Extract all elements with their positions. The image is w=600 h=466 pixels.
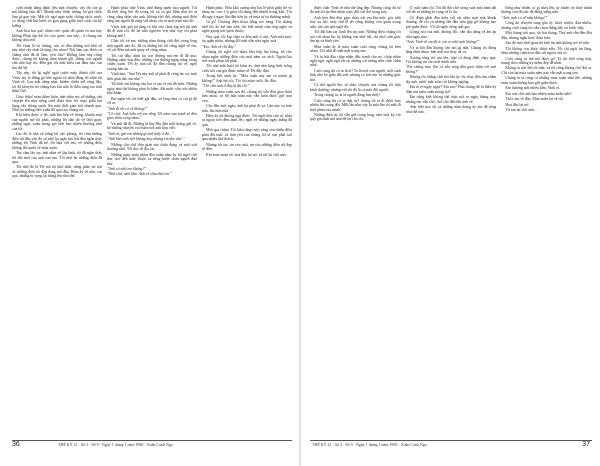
paragraph: Công dù chuyện sang gấu ấy, khóc nhiều, đau nhiều, nhưng cuối cùng tôi vẫn chọn đứng dậy và bước tiếp. [501, 21, 593, 30]
paragraph: "Có chứ. Anh hứa với em rằng Tết năm sau mình sẽ đón giao thừa cùng nhau." [107, 111, 197, 121]
paragraph: Em nghe rồi chỉ biết gật đầu, và lòng như có cái gì đó vỡ ra. [107, 96, 197, 106]
paragraph: Cho đến một ngày, anh lại phải đi xa. Lần này xa hơn nữa, lâu hơn nữa. [202, 104, 292, 113]
paragraph: Tôi nhớ đó là Tết mà tôi nhớ nhất, tiếng pháo nổ rộn rã, những điều tốt đẹp đang mở đầu. Hôm ấy về nhà, vui quá, những hi vọng lại bừng lên như thế. [12, 165, 102, 179]
paragraph: Tôi không còn khóc được nữa. Tôi chỉ ngồi im lặng, nhìn những cánh hoa đào rơi ngoài cửa sổ. [501, 46, 593, 56]
paragraph: Hoa đào lại nở. [505, 102, 530, 107]
paragraph: Chúng tôi ngồi với nhau bên bếp lửa hồng, kể cho nhau nghe những điều của một năm xa cách. Ngoài kia trời mưa phùn lất phất. [202, 50, 292, 63]
paragraph: Mùa xuân ấy là mùa xuân cuối cùng chúng tôi bên nhau. Tôi nhớ đó mãi mãi trong tim. [310, 44, 401, 54]
paragraph: Em tỏ rõ ngày ngày? Em sao? Phải chăng đó là điều kỳ diệu mà mùa xuân mang lại? [405, 85, 497, 94]
right-column-3 [501, 6, 592, 434]
paragraph: Và ta bắt đầu không cần hỏi gì nữa. Chúng tôi đứng lặng nhìn nhau, ánh mắt nói thay tất cả. [405, 45, 497, 55]
paragraph: Sau đó một thời gian tôi biết tin anh không trở về nữa. [505, 41, 590, 46]
paragraph: Cuối cùng có thể nói được gì? Ta chỉ biết sống tiếp, mang theo những kỷ niệm đẹp đẽ nhất. [501, 56, 593, 65]
paragraph: Em còn chờ anh bao nhiêu mùa xuân nữa? [505, 91, 572, 96]
paragraph: Em thương anh nhiều lắm, Vinh ơi. [505, 86, 561, 91]
paragraph: Cuối cùng thì có ta là ai? Ta là một con người, một sinh linh nhỏ bé giữa đất trời, nhưng có trái tim và những giấc mơ. [310, 68, 401, 82]
paragraph: Tay cầm lấy tay, ánh nhìn về lấp lánh, tôi đã nghe thấy lời đôi môi của anh run run. Tôi nhớ lại những điều đã qua. [12, 151, 102, 164]
paragraph: Giao thừa! ném thầm luôn, ánh nhìn rực rỡ những câu chuyện lên như tiếng cười đuổi theo tôi chạy giữa hai hàng cây thông xanh, lên mấy thời gian trôi nhanh qua. Nhớ lại những thời xuân đã qua của chúng tôi. [12, 94, 102, 112]
paragraph: Khi mùa xuân về, hoa đào lại nở, và tôi lại chờ anh. [206, 152, 287, 157]
paragraph: "Em chẳng hạn. Em có sẵn sàng đón giao thừa với anh không?" [405, 65, 497, 74]
paragraph: "Anh ơi, gửi em những gì anh thấy ở đó..." [107, 131, 174, 136]
paragraph: Xương sống tôi rợn lên, như có dòng điện chạy qua. Tôi không tin vào mắt mình nữa. [405, 55, 497, 64]
paragraph: Và em lại chờ anh... [505, 108, 537, 113]
paragraph: Những điều ấy tôi vẫn giữ trong lòng, như một kỷ vật quý giá nhất mà anh để lại cho tôi. [310, 112, 401, 122]
paragraph: Vinh bảo: "Sau Tết này anh sẽ phải đi công tác xa, một thời gian dài, em nhé." [107, 72, 197, 81]
paragraph: Em cũng biết không thể chịu nổi cả ngày tháng này, nhưng em vẫn chờ, chờ cho đến khi anh về. [405, 95, 497, 104]
paragraph: Mới qua chậm. Tôi hiểu rằng cuộc sống còn nhiều điều phải đối mặt, và tình yêu của chúng tôi sẽ còn phải trải qua nhiều thử thách. [202, 128, 292, 142]
paragraph: "Anh có nhớ em không?" [107, 166, 147, 171]
paragraph: Ô, một năm rồi. Tôi đã đợi chờ trong suốt một năm dài với tất cả những hi vọng và lo âu. [405, 6, 497, 15]
paragraph: Anh hỏa hai quê, nhân việc quân đó quân vô mà hay không Pháp tập thể tôi còn quen, sau này... ở chung em không chịu nổi. [12, 29, 102, 43]
paragraph: Gì gì? Chuông điện thoại bỗng reo vang. Tôi chẳng nhớ lúc ấy thế nào nữa, chỉ biết mình cầm ống nghe và nghe giọng nói quen thuộc. [202, 20, 292, 34]
paragraph: Vinh, anh gửi lại rằng có khi vào chưa kịp nói thì anh đã đi mất rồi, để lại nhà nguyên vẹn như vậy rồi phải không anh? [107, 24, 197, 38]
right-column-2 [406, 6, 497, 434]
paragraph: Tôi biết em không cần hỏi vì sao vì em đã hiểu. Những ngày như thế không phải là hiếm, đất nước vẫn còn nhiều khó khăn. [107, 82, 197, 96]
paragraph: bỗng như nhiên có gì nhói lên, tự nhiên tôi thấy mình không còn đủ sức để đứng vững nữa. [501, 6, 593, 15]
right-page [300, 0, 600, 466]
paragraph: Tôi đặt bàn tay lạnh lên tay anh. Những điều chúng tôi nói với nhau lúc ấy không còn nhớ hết, chỉ nhớ cảm giác ấm áp và bình yên. [310, 30, 401, 44]
paragraph: Lúc đó là nhà cũ trắng lối vào phòng, tôi cầm những điều rất dấu yêu đó và nhớ lại ngày khi bắt đầu nghe thấy những lời Vinh đã kể, lời hứa với em, về những điều không thể quên về mùa xuân. [12, 132, 102, 150]
paragraph: "Em. Anh về rồi đây." [202, 44, 236, 49]
paragraph: "Anh. Vinh về em đó à, em có nhớ anh không?" [405, 40, 480, 45]
left-page-text-columns [12, 6, 292, 434]
paragraph: Những câu chữ đơn giản mà chứa đựng cả một trời thương nhớ. Tôi đọc đi đọc lại. [107, 142, 197, 152]
paragraph: Những mùa xuân sau đó, chúng tôi vẫn đón giao thừa bên nhau, và lời hứa năm nào vẫn luôn được giữ trọn vẹn. [202, 89, 292, 103]
right-page-text-columns [310, 6, 592, 434]
paragraph: Nhưng tôi tin, tin vào anh, tin vào những điều tốt đẹp sẽ đến. [202, 142, 292, 152]
left-page-footer: THẾ KỶ 21 - Số 2 - Số 9 - Ngày 1 tháng 1 năm 1990 - Xuân Canh Ngọ [58, 442, 173, 447]
right-page-number: 37 [582, 441, 590, 448]
paragraph: Đêm ấy tôi không ngủ được. Tôi ngồi bên cửa sổ, nhìn ra ngoài trời đêm lạnh lẽo, nghĩ về những ngày tháng đã qua. [202, 113, 292, 127]
paragraph: Tôi chưa là vợ chồng, còn có đâu những nơi khổ sở này như vậy nhất là tùng cho nhau? Nói làm sao được cả chàng nhà đã đi làm, yêu cầu? Không làm này cũng được, chúng tôi không dám khinh gồi, thằng con người chú nhỏ hay tôi. Đến gác tối như kiều của đảm bảo của hai thế hệ. [12, 43, 102, 70]
paragraph: Nay quá, tôi kịp chạy ra đón anh ở cửa. Anh mệt mỏi, áo quần nhàu, nhưng đôi mắt vẫn như ngày xưa. [202, 34, 292, 44]
right-column-1 [310, 6, 401, 434]
paragraph: Một tháng trôi qua, rồi hai tháng. Thư anh vẫn đến đều đặn, nhưng ngắn hơn, thưa hơn. [501, 31, 593, 40]
paragraph: Tôi cúi đầu, nhìn lại con đường mà em đi đã qua. Những cánh hoa đào, những con đường ngập nắng trong chiều xuân. Tết ấy nhà tôi đã đón chúng tôi về, ngồi xuống bàn ăn. [107, 53, 197, 71]
left-footer-rule [12, 440, 292, 441]
paragraph: Giọng nói của anh, không đổi, vẫn dịu dàng và ấm áp như ngày nào. [405, 30, 497, 39]
paragraph: Những ngày mưa phùn đầu xuân năm ấy tôi ngồi chờ thư, chờ đến mức thuộc cả tiếng bước chân người đưa thư. [107, 152, 197, 166]
paragraph: "Chỉ cần anh ở đây là đủ rồi." [202, 84, 250, 89]
paragraph: "Anh đi rồi có về không?" [107, 106, 148, 111]
paragraph: Tôi nhớ mãi buổi tối hôm ấy, ánh nến lung linh, tiếng cười nói của gia đình, mâm cỗ Tết đầy đặn. [202, 64, 292, 73]
paragraph: Trong bối cảnh ấy: "Mùa xuân này em có muốn gì không?" Anh hỏi tôi. Tôi chỉ mỉm cười, lắc đầu. [202, 74, 292, 83]
paragraph: "Anh biết anh viết không hay nhưng em đọc nhé." [107, 137, 185, 142]
paragraph: Nhưng tôi chẳng chờ nổi khi ấy, tôi chạy đến ôm chầm lấy anh, nước mắt tuôn rơi không ngừng. [405, 75, 497, 84]
paragraph: Khi hiểu được ở đó, ánh lửa bếp về hồng, khuôn mặt của người mẹ tôi phải, những lời dặn dò về thời gian, những ngày xuân trong gió biết bao nhiêu thương nhớ của tôi. [12, 113, 102, 131]
paragraph: được chắc Vinh về nhà thế ừng đẹp. Nhưng cũng chỉ từ đó mà tôi lại đón nhận cuộc đời với thế trong này. [310, 6, 401, 15]
paragraph: Và ta bắt đầu chấp nhận đấu tranh cho nó, chấp nhận nghi ngờ, nghi ngờ tất cả, những cái tưởng như chắc chắn nhất. [310, 54, 401, 68]
left-column-3 [202, 6, 292, 434]
left-column-1 [12, 6, 102, 434]
paragraph: Chắc tôi và em, những năm tháng chờ đợi trong lòng một người nào đó, đã có những lúc tôi cũng nghĩ về em, về cái đêm mà anh quay về cùng nhau. [107, 39, 197, 53]
paragraph: Thôi, em về đây. Mùa xuân lại về rồi. [505, 97, 564, 102]
paragraph: Anh bèn đến đón giao thừa với em lần một, góc nhà hay xa hội, mấy thứ lễ tết cũng không còn quan trọng nữa, chỉ cần anh ngồi đó. [310, 15, 401, 29]
paragraph: Anh biết mà, tất cả những năm tháng ấy em đã sống như thế nào. [405, 105, 497, 114]
paragraph: Trong chúng ta, ai là người đang tìm thấy? [314, 93, 381, 98]
paragraph: "Nhớ chứ, nhớ lắm. Anh về sớm thôi em." [107, 172, 172, 177]
paragraph: Hạnh phúc nhé Vinh, nhớ đừng quên mọi người. Tôi đã biết rằng hồi đó trong tôi và cả gia đình nhà tôi ai cũng cũng nhìn vào anh, không chờ đợi, nhưng một điều rằng hai người đi cùng với nhau chỉ có một năm nào đó. [107, 6, 197, 24]
paragraph: Không ai chờ đợi tôi nữa, và tôi cũng không chờ đợi ai. Chỉ còn lại mùa xuân năm nào vẫn mãi trong tim. [501, 66, 593, 75]
paragraph: Cô đành phải đầu kiên với cái nhìn mất mát khinh thường, để rồi cả những lần đầu tiên gặp gỡ không bao giờ quên được. Và tôi nghe tiếng anh gọi. [405, 15, 497, 29]
left-column-2 [107, 6, 197, 434]
paragraph: Cuối cùng thì có ta thật sự? chúng tôi ra đi được bao nhiêu lần trong đời. Mỗi lần như vậy là một lần tôi mất đi một phần của mình. [310, 98, 401, 112]
paragraph: Và anh đã đi. Những lá thư đều đặn mỗi tháng gửi về, kể những chuyện vui buồn nơi anh làm việc. [107, 121, 197, 131]
left-page-number: 36 [12, 441, 20, 448]
right-page-footer: THẾ KỶ 21 - Số 2 - Số 9 - Ngày 1 tháng 1 năm 1990 - Xuân Canh Ngọ [312, 442, 427, 447]
paragraph: Hạnh phúc. Đâu khổ cuống như hai lẽ phải giữa bờ vô nhau lạc con. Có giấu chỉ đang đến nhiêu trong khổ. Tôi đã ngụ ý ngay lần đầu tiên ấy và mùa tự sự thương mình. [202, 6, 292, 19]
paragraph: cười mình đang đánh liều mất chuyện, vậy thì còn gì mà không làm đó? Nhanh như thiếu tướng, kể giá chồn làm gì gọn vậy. Mặt tôi ngơ ngác mấy chồng sách, nước có dòng chữ hài hước in gọn gàng giữa một cách rất kỹ lưỡng. [12, 6, 102, 28]
paragraph: "Anh, anh có về nữa không?" [501, 15, 548, 20]
paragraph: Tây này, tôi lại nghĩ ngợi trước mấy thành chỗ của Vinh, tay lo đứng gõ bên ngoài và nhìn đồng hồ nhìn tôi Vinh về. Con mắt tiếng nhạt, khiếm chiêu với cũng đây, tôi đã khuyên tôi chẳng bao lâu nữa là điều sáng tạo tinh thần Chế. [12, 71, 102, 94]
right-footer-rule [310, 440, 592, 441]
paragraph: Chúng ta ai cũng có những mùa xuân như thế, những mùa xuân không bao giờ quên được. [501, 76, 593, 85]
paragraph: Có thể người đọc sẽ thấy chuyện của chúng tôi thật bình thường, nhưng với tôi đó là cả một đời người. [310, 83, 401, 92]
